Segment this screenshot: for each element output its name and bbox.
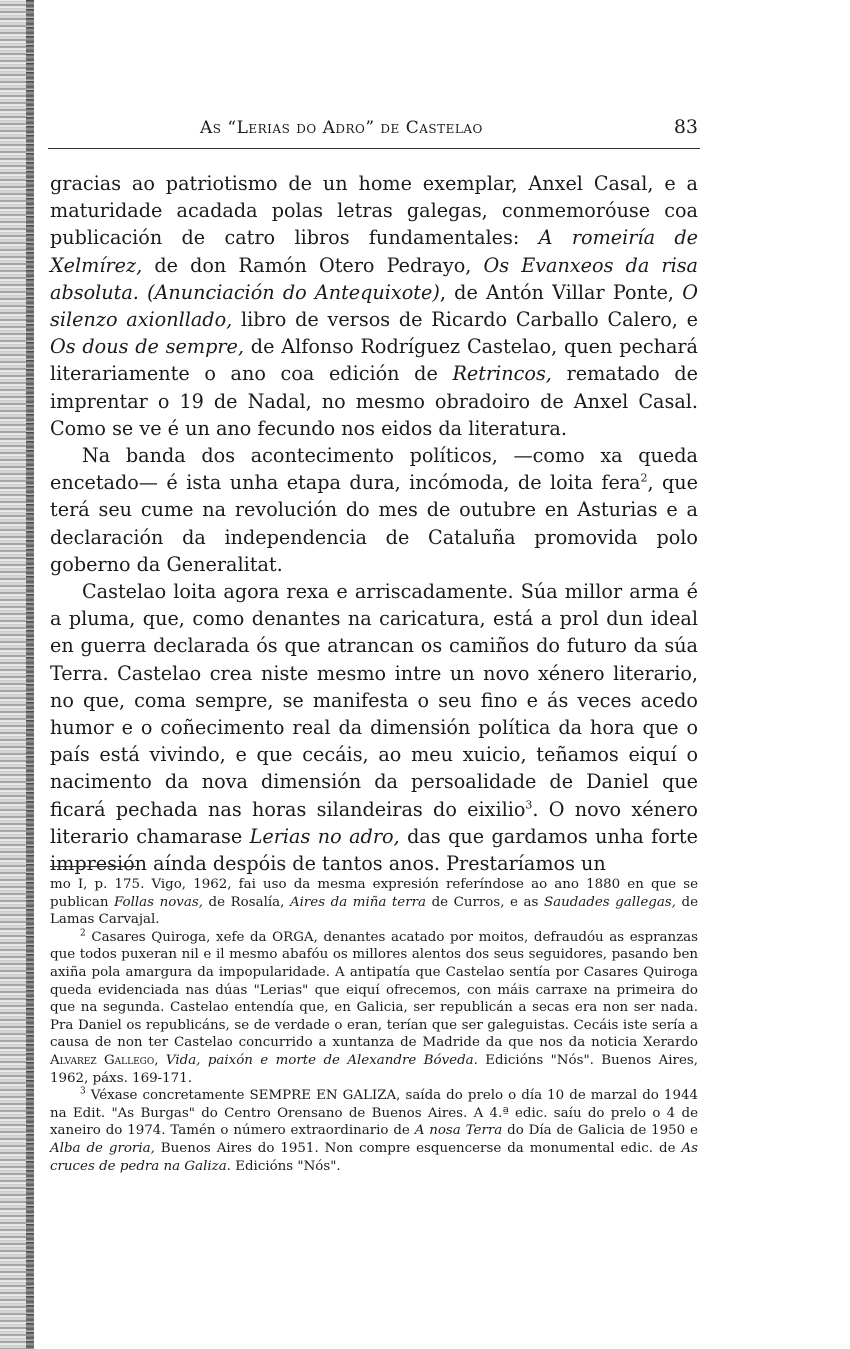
- book-title: Vida, paixón e morte de Alexandre Bóveda.: [158, 1052, 478, 1068]
- text-run: Edicións "Nós".: [230, 1158, 341, 1174]
- text-run: , de Antón Villar Ponte,: [439, 280, 683, 304]
- scan-binding-edge: [26, 0, 34, 1349]
- text-run: Castelao loita agora rexa e arriscadamente. Súa millor arma é a pluma, que, como denantes na caricatura, está a prol dun ideal en guerra declarada ós que atrancan os camiños do futuro da súa Terra. Castelao crea niste mesmo intre un novo xénero literario, no que, coma sempre, se manifesta o seu fino e ás veces acedo humor e o coñecimento real da dimensión política da hora que o país está vivindo, e que cecáis, ao meu xuicio, teñamos eiquí o nacimento da nova dimensión da persoalidade de Daniel que ficará pechada nas horas silandeiras do eixilio: [50, 580, 698, 821]
- text-run: Casares Quiroga, xefe da ORGA, denantes acatado por moitos, defraudóu as espranzas que todos puxeran nil e il mesmo abafóu os millores alentos dos seus seguidores, pasando ben axiña pola amargura da impopularidade. A antipatía que Castelao sentía por Casares Quiroga queda evidenciada nas dúas "Lerias" que eiquí ofrecemos, con máis carraxe na primeira do que na segunda. Castelao entendía que, en Galicia, ser republicán a secas era non ser nada. Pra Daniel os republicáns, se de verdade o eran, terían que ser galeguistas. Cecáis iste sería a causa de non ter Castelao concurrido a xuntanza de Madride da que nos da noticia Xerardo: [50, 929, 698, 1051]
- author-name: Alvarez Gallego,: [50, 1052, 159, 1068]
- paragraph-1: [50, 170, 698, 442]
- footnotes: [50, 876, 698, 1175]
- text-run: Edicións "Nós". Buenos Aires, 1962, páxs. 169-171.: [50, 1052, 699, 1086]
- text-run: de Lamas Carvajal.: [50, 894, 698, 928]
- text-run: de Rosalía,: [202, 894, 290, 910]
- book-title: Alba de groria,: [50, 1140, 155, 1156]
- text-run: libro de versos de Ricardo Carballo Calero, e: [232, 308, 699, 332]
- text-run: de Curros, e as: [426, 894, 544, 910]
- book-title: A romeiría de Xelmírez,: [50, 226, 699, 277]
- footnote-continuation: [50, 876, 698, 929]
- book-title: Os Evanxeos da risa absoluta. (Anunciación do Antequixote): [50, 253, 698, 304]
- book-title: O silenzo axionllado,: [50, 280, 698, 332]
- text-run: mo I, p. 175. Vigo, 1962, fai uso da mesma expresión referíndose ao ano 1880 en que se publican: [50, 877, 698, 910]
- book-title: Follas novas,: [114, 894, 203, 910]
- text-run: do Día de Galicia de 1950 e: [502, 1123, 698, 1139]
- text-run: das que gardamos unha forte impresión aínda despóis de tantos anos. Prestaríamos un: [50, 824, 698, 876]
- text-run: gracias ao patriotismo de un home exemplar, Anxel Casal, e a maturidade acadada polas letras galegas, conmemoróuse coa publicación de catro libros fundamentales:: [50, 172, 698, 250]
- book-title: Os dous de sempre,: [50, 335, 244, 359]
- body-text: [50, 170, 698, 877]
- text-run: , que terá seu cume na revolución do mes de outubre en Asturias e a declaración da independencia de Cataluña promovida polo goberno da Generalitat.: [50, 471, 698, 576]
- footnote-reference[interactable]: 2: [640, 471, 648, 485]
- book-title: Saudades gallegas,: [543, 894, 676, 910]
- footnote-number: 2: [80, 928, 86, 939]
- footnote-reference[interactable]: 3: [525, 798, 533, 812]
- text-run: Véxase concretamente SEMPRE EN GALIZA, saída do prelo o día 10 de marzal do 1944 na Edit. "As Burgas" do Centro Orensano de Buenos Aires. A 4.ª edic. saíu do prelo o 4 de xaneiro do 1974. Tamén o número extraordinario de: [50, 1088, 698, 1139]
- page-number: 83: [673, 116, 698, 138]
- page-header: [48, 112, 700, 149]
- book-title: Aires da miña terra: [289, 894, 427, 910]
- text-run: de don Ramón Otero Pedrayo,: [142, 253, 484, 277]
- text-run: rematado de imprentar o 19 de Nadal, no mesmo obradoiro de Anxel Casal. Como se ve é un ano fecundo nos eidos da literatura.: [50, 362, 699, 440]
- text-run: . O novo xénero literario chamarase: [50, 797, 698, 848]
- text-run: Na banda dos acontecimento políticos, —como xa queda encetado— é ista unha etapa dura, incómoda, de loita fera: [50, 444, 698, 495]
- footnote-divider: [50, 866, 136, 867]
- running-title: As “Lerias do Adro” de Castelao: [200, 118, 483, 138]
- text-run: Buenos Aires do 1951. Non compre esquencerse da monumental edic. de: [154, 1140, 682, 1156]
- book-title: Retrincos,: [452, 362, 552, 386]
- paragraph-2: [50, 442, 698, 578]
- footnote-2: [50, 929, 698, 1087]
- book-title: A nosa Terra: [414, 1123, 503, 1139]
- footnote-3: [50, 1087, 698, 1175]
- footnote-number: 3: [80, 1086, 86, 1097]
- book-title: As cruces de pedra na Galiza.: [50, 1140, 698, 1174]
- text-run: de Alfonso Rodríguez Castelao, quen pechará literariamente o ano coa edición de: [50, 335, 698, 386]
- book-title: Lerias no adro,: [249, 824, 400, 848]
- paragraph-3: [50, 578, 698, 877]
